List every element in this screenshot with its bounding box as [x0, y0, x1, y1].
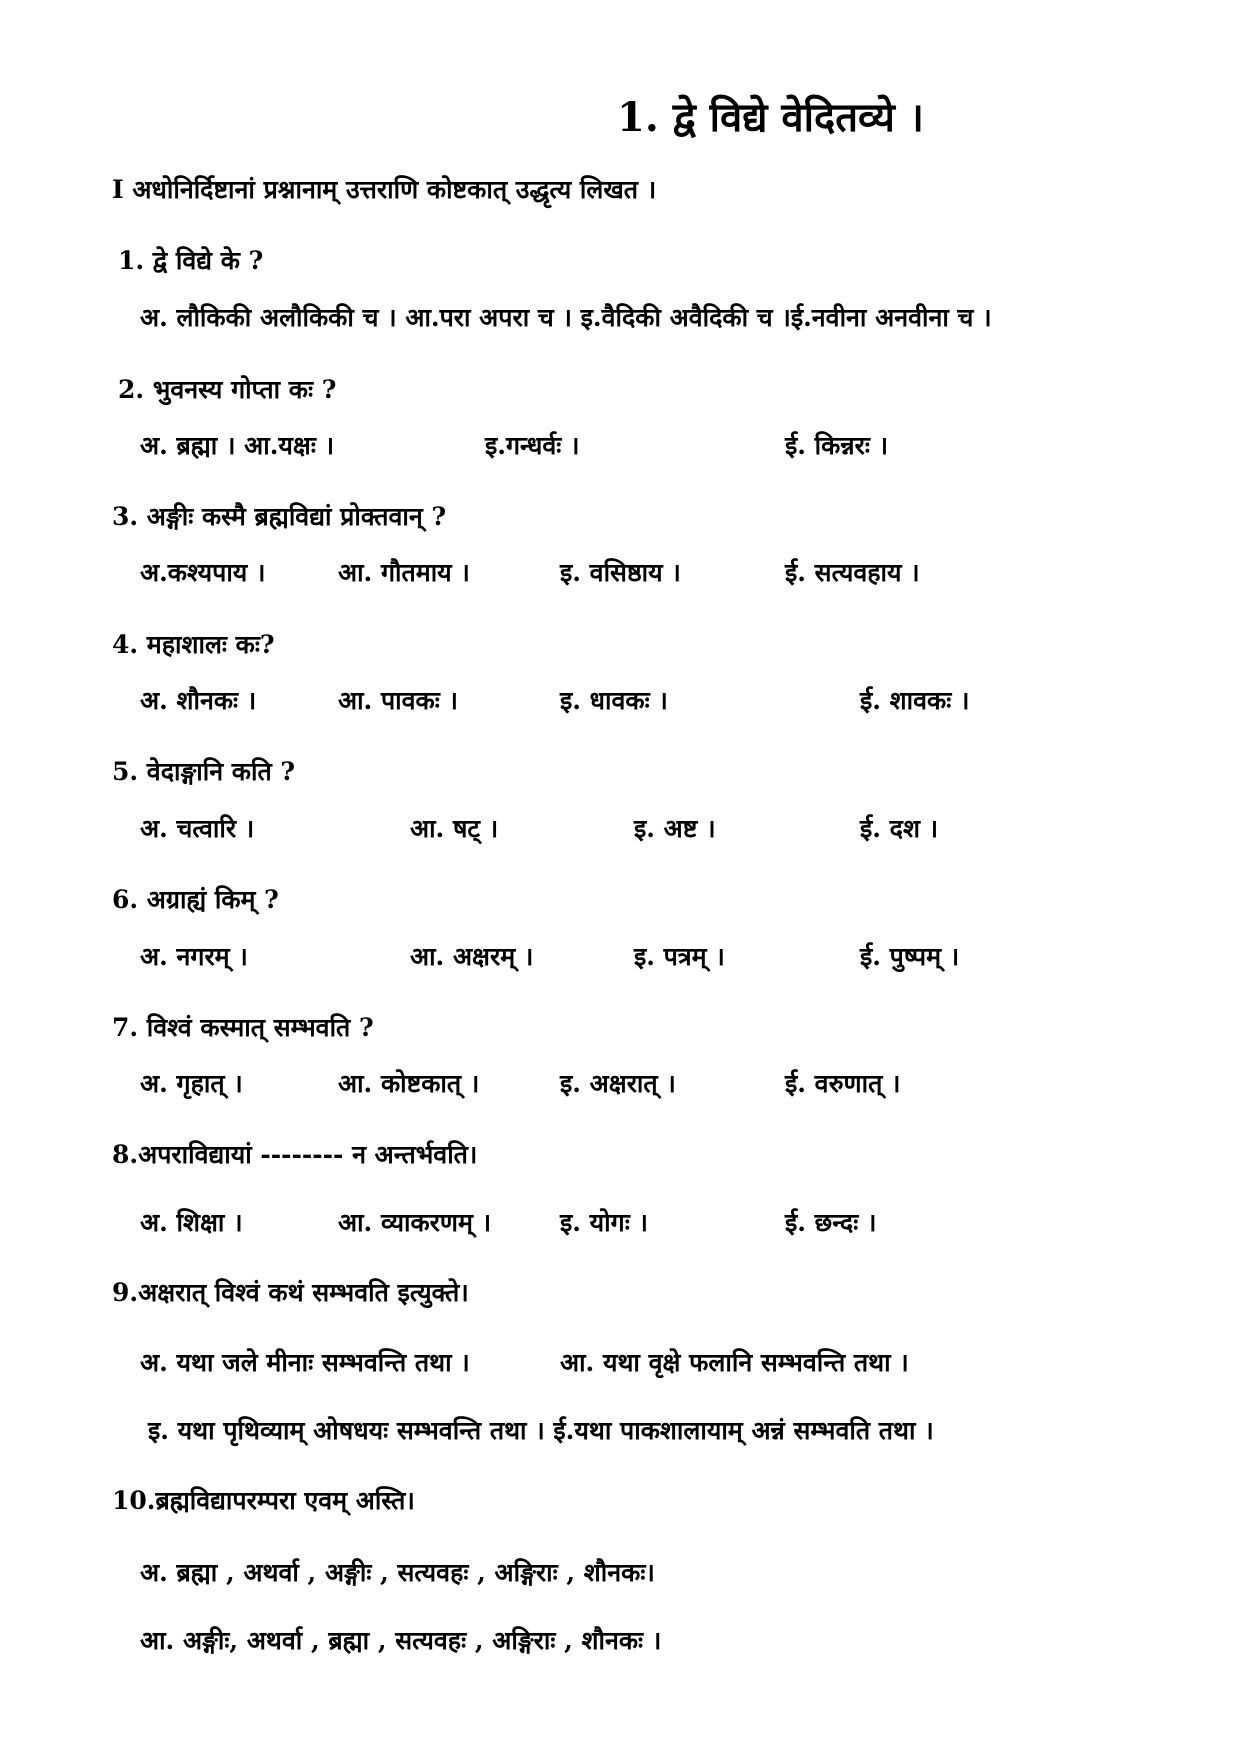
question-2-option-d: ई. किन्नरः । [785, 431, 889, 460]
question-5: 5. वेदाङ्गानि कति ? [112, 757, 296, 786]
question-7-option-b: आ. कोष्टकात् । [338, 1069, 480, 1098]
question-8-option-d: ई. छन्दः । [785, 1208, 877, 1237]
question-9-option-b: आ. यथा वृक्षे फलानि सम्भवन्ति तथा । [560, 1348, 909, 1377]
question-3-option-b: आ. गौतमाय । [338, 558, 470, 587]
question-7-option-c: इ. अक्षरात् । [560, 1069, 676, 1098]
question-7: 7. विश्वं कस्मात् सम्भवति ? [112, 1013, 374, 1042]
question-9-option-c-d: इ. यथा पृथिव्याम् ओषधयः सम्भवन्ति तथा । ई.यथा पाकशालायाम् अन्नं सम्भवति तथा । [148, 1416, 934, 1445]
question-6-option-a: अ. नगरम् । [140, 942, 248, 971]
question-8-option-a: अ. शिक्षा । [140, 1208, 243, 1237]
question-6-option-d: ई. पुष्पम् । [860, 942, 960, 971]
question-10-option-a: अ. ब्रह्मा , अथर्वा , अङ्गीः , सत्यवहः , अङ्गिराः , शौनकः। [140, 1558, 655, 1587]
worksheet-title: 1. द्वे विद्ये वेदितव्ये । [617, 94, 924, 141]
question-5-option-d: ई. दश । [860, 814, 939, 843]
question-4-option-c: इ. धावकः । [560, 686, 668, 715]
question-2: 2. भुवनस्य गोप्ता कः ? [118, 375, 337, 404]
question-3-option-d: ई. सत्यवहाय । [785, 558, 920, 587]
question-10-option-b: आ. अङ्गीः, अथर्वा , ब्रह्मा , सत्यवहः , अङ्गिराः , शौनकः । [140, 1626, 662, 1655]
question-9-option-a: अ. यथा जले मीनाः सम्भवन्ति तथा । [140, 1348, 470, 1377]
question-1-options: अ. लौकिकी अलौकिकी च । आ.परा अपरा च । इ.वैदिकी अवैदिकी च ।ई.नवीना अनवीना च । [140, 303, 992, 332]
question-4-option-d: ई. शावकः । [860, 686, 970, 715]
question-4-option-a: अ. शौनकः । [140, 686, 257, 715]
question-5-option-c: इ. अष्ट । [634, 814, 716, 843]
question-2-option-c: इ.गन्धर्वः । [485, 431, 580, 460]
question-3-option-a: अ.कश्यपाय । [140, 558, 266, 587]
question-4: 4. महाशालः कः? [112, 630, 275, 659]
question-8-option-b: आ. व्याकरणम् । [338, 1208, 492, 1237]
question-1: 1. द्वे विद्ये के ? [118, 246, 264, 275]
question-5-option-a: अ. चत्वारि । [140, 814, 255, 843]
question-6: 6. अग्राह्यं किम् ? [112, 885, 279, 914]
question-8: 8.अपराविद्यायां -------- न अन्तर्भवति। [112, 1140, 478, 1169]
question-9: 9.अक्षरात् विश्वं कथं सम्भवति इत्युक्ते। [112, 1278, 469, 1307]
question-2-option-a-b: अ. ब्रह्मा । आ.यक्षः । [140, 431, 335, 460]
question-10: 10.ब्रह्मविद्यापरम्परा एवम् अस्ति। [112, 1486, 415, 1515]
question-4-option-b: आ. पावकः । [338, 686, 458, 715]
question-6-option-b: आ. अक्षरम् । [410, 942, 534, 971]
question-5-option-b: आ. षट् । [410, 814, 499, 843]
question-8-option-c: इ. योगः । [560, 1208, 648, 1237]
question-7-option-d: ई. वरुणात् । [785, 1069, 901, 1098]
question-7-option-a: अ. गृहात् । [140, 1069, 243, 1098]
question-6-option-c: इ. पत्रम् । [634, 942, 725, 971]
question-3-option-c: इ. वसिष्ठाय । [560, 558, 681, 587]
question-3: 3. अङ्गीः कस्मै ब्रह्मविद्यां प्रोक्तवान् ? [112, 502, 447, 531]
instruction-text: I अधोनिर्दिष्टानां प्रश्नानाम् उत्तराणि कोष्टकात् उद्धृत्य लिखत । [112, 175, 657, 204]
